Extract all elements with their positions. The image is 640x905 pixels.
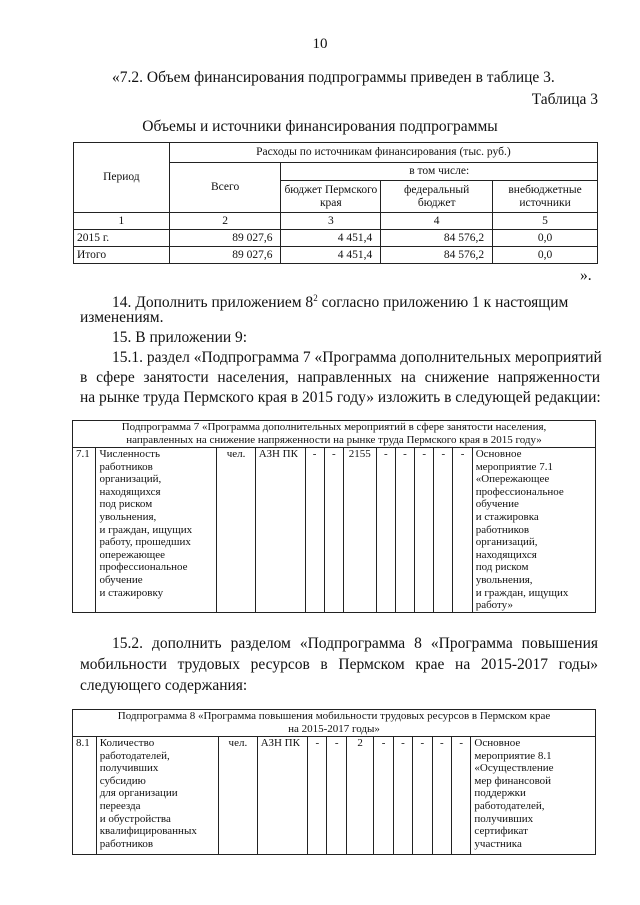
- indicator-line: работодателей,: [99, 749, 170, 762]
- program7-header: [73, 421, 596, 448]
- row-number: 7.1: [73, 448, 96, 613]
- indicator-line: для организации: [99, 787, 178, 800]
- regional-cell: 4 451,4: [281, 230, 381, 247]
- executor-cell: АЗН ПК: [255, 448, 305, 613]
- item-14-text: 14. Дополнить приложением 8: [112, 294, 314, 312]
- program8-header: [73, 710, 596, 737]
- unit-cell: чел.: [217, 448, 255, 613]
- measure-line: сертификат: [474, 825, 528, 838]
- indicator-line: увольнения,: [99, 510, 157, 523]
- indicator-line: работу, прошедших: [99, 536, 191, 549]
- measure-line: мероприятие 8.1: [474, 749, 552, 762]
- measure-line: работодателей,: [474, 799, 545, 812]
- value-cell: -: [376, 448, 395, 613]
- value-cell: -: [374, 737, 393, 855]
- item-151-line2: в сфере занятости населения, направленных на снижение напряженности: [80, 369, 600, 386]
- measure-line: профессиональное: [475, 485, 564, 498]
- col-number: 4: [381, 213, 493, 230]
- indicator-line: Численность: [99, 448, 160, 460]
- measure-cell: [472, 448, 595, 613]
- col-including-header: в том числе:: [281, 163, 598, 181]
- federal-cell: 84 576,2: [381, 247, 493, 264]
- indicator-cell: [96, 448, 217, 613]
- item-15: 15. В приложении 9:: [112, 329, 248, 346]
- measure-line: работников: [475, 523, 530, 536]
- table-row: [73, 448, 596, 613]
- value-cell: -: [432, 737, 451, 855]
- indicator-line: организаций,: [99, 473, 162, 486]
- measure-line: и стажировка: [475, 510, 539, 523]
- item-14: [112, 288, 600, 313]
- program8-header-line1: Подпрограмма 8 «Программа повышения мобильности трудовых ресурсов в Пермском крае: [117, 710, 551, 722]
- intro-line: «7.2. Объем финансирования подпрограммы приведен в таблице 3.: [112, 69, 555, 86]
- row-number: 8.1: [73, 737, 97, 855]
- close-quote: ».: [580, 267, 592, 284]
- item-14-text-after: согласно приложению 1 к настоящим: [317, 294, 569, 312]
- value-cell: -: [415, 448, 434, 613]
- period-cell: Итого: [74, 247, 170, 264]
- indicator-line: квалифицированных: [99, 825, 197, 838]
- table-title: Объемы и источники финансирования подпрограммы: [142, 118, 498, 135]
- measure-line: работу»: [475, 599, 513, 612]
- value-cell: -: [453, 448, 472, 613]
- indicator-line: опережающее: [99, 548, 166, 561]
- measure-line: получивших: [474, 812, 534, 825]
- total-cell: 89 027,6: [169, 230, 281, 247]
- indicator-line: и граждан, ищущих: [99, 523, 193, 536]
- value-cell: 2: [346, 737, 373, 855]
- regional-cell: 4 451,4: [281, 247, 381, 264]
- table-row: [74, 230, 598, 247]
- measure-line: «Опережающее: [475, 473, 550, 486]
- value-cell: -: [305, 448, 324, 613]
- unit-cell: чел.: [218, 737, 257, 855]
- extra-cell: 0,0: [493, 230, 598, 247]
- federal-cell: 84 576,2: [381, 230, 493, 247]
- indicator-line: работников: [99, 460, 153, 473]
- indicator-line: Количество: [99, 737, 155, 749]
- financing-table: [73, 142, 598, 264]
- indicator-line: находящихся: [99, 485, 161, 498]
- value-cell: -: [324, 448, 343, 613]
- col-federal-header: федеральный бюджет: [381, 181, 493, 213]
- indicator-line: под риском: [99, 498, 153, 511]
- measure-cell: [471, 737, 596, 855]
- indicator-line: субсидию: [99, 774, 146, 787]
- col-total-header: Всего: [169, 163, 281, 213]
- indicator-line: переезда: [99, 799, 141, 812]
- item-14-line2: изменениям.: [80, 309, 164, 326]
- measure-line: находящихся: [475, 548, 537, 561]
- value-cell: -: [393, 737, 412, 855]
- item-152-line3: следующего содержания:: [80, 677, 248, 694]
- col-expenses-header: Расходы по источникам финансирования (тыс. руб.): [169, 143, 597, 163]
- table-row: [73, 737, 596, 855]
- indicator-line: профессиональное: [99, 561, 188, 574]
- col-period-header: Период: [74, 143, 170, 213]
- indicator-line: получивших: [99, 762, 159, 775]
- indicator-line: обучение: [99, 573, 143, 586]
- col-regional-header: бюджет Пермского края: [281, 181, 381, 213]
- total-cell: 89 027,6: [169, 247, 281, 264]
- item-151-line1: 15.1. раздел «Подпрограмма 7 «Программа дополнительных мероприятий: [112, 349, 602, 366]
- item-151-line3: на рынке труда Пермского края в 2015 году» изложить в следующей редакции:: [80, 389, 601, 406]
- measure-line: мероприятие 7.1: [475, 460, 553, 473]
- table-row: [74, 247, 598, 264]
- col-number: 3: [281, 213, 381, 230]
- col-extra-header: внебюджетные источники: [493, 181, 598, 213]
- value-cell: -: [395, 448, 414, 613]
- col-number: 1: [74, 213, 170, 230]
- item-14-sup: 2: [313, 293, 318, 303]
- extra-cell: 0,0: [493, 247, 598, 264]
- item-152-line1: 15.2. дополнить разделом «Подпрограмма 8 «Программа повышения: [112, 635, 598, 652]
- measure-line: и граждан, ищущих: [475, 586, 569, 599]
- program7-header-line2: направленных на снижение напряженности на рынке труда Пермского края в 2015 году»: [126, 433, 542, 446]
- measure-line: Основное: [475, 448, 522, 460]
- measure-line: обучение: [475, 498, 519, 511]
- col-number: 5: [493, 213, 598, 230]
- executor-cell: АЗН ПК: [257, 737, 307, 855]
- numbering-row: [74, 213, 598, 230]
- measure-line: участника: [474, 837, 522, 850]
- table-label: Таблица 3: [531, 91, 598, 108]
- measure-line: мер финансовой: [474, 774, 552, 787]
- indicator-line: работников: [99, 837, 154, 850]
- item-152-line2: мобильности трудовых ресурсов в Пермском крае на 2015-2017 годы»: [80, 656, 598, 673]
- value-cell: -: [308, 737, 327, 855]
- program8-table: [72, 709, 596, 855]
- indicator-line: и стажировку: [99, 586, 164, 599]
- page-number: 10: [312, 36, 328, 52]
- value-cell: -: [434, 448, 453, 613]
- measure-line: Основное: [474, 737, 521, 749]
- measure-line: под риском: [475, 561, 529, 574]
- indicator-line: и обустройства: [99, 812, 171, 825]
- measure-line: «Осуществление: [474, 762, 554, 775]
- program8-header-line2: на 2015-2017 годы»: [288, 722, 380, 735]
- measure-line: поддержки: [474, 787, 526, 800]
- indicator-cell: [96, 737, 218, 855]
- value-cell: -: [327, 737, 346, 855]
- period-cell: 2015 г.: [74, 230, 170, 247]
- value-cell: -: [452, 737, 471, 855]
- program7-table: [72, 420, 596, 613]
- col-number: 2: [169, 213, 281, 230]
- measure-line: организаций,: [475, 536, 538, 549]
- value-cell: -: [413, 737, 432, 855]
- value-cell: 2155: [343, 448, 376, 613]
- measure-line: увольнения,: [475, 573, 533, 586]
- program7-header-line1: Подпрограмма 7 «Программа дополнительных мероприятий в сфере занятости населения,: [121, 421, 547, 433]
